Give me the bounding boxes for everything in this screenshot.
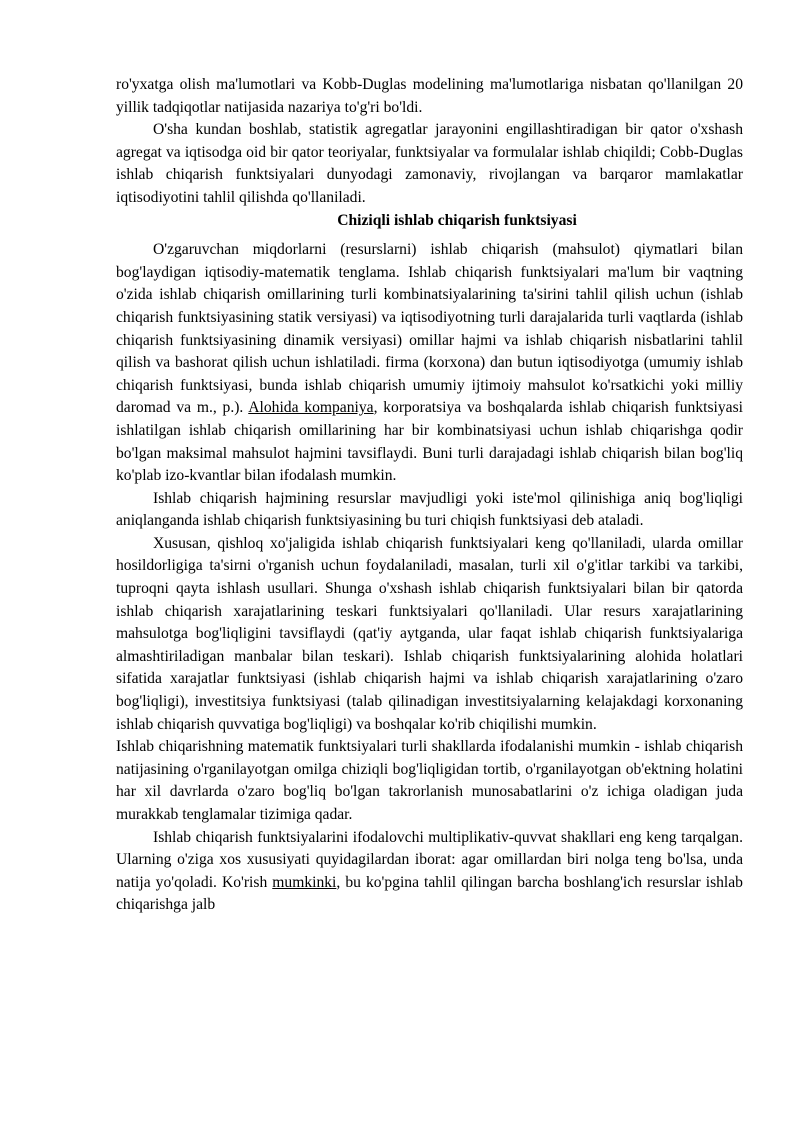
paragraph-3-text-end: , korporatsiya va boshqalarda ishlab chiqarish funktsiyasi ishlatilgan ishlab chiqarish omillarining har bir kombinatsiyasi uchun ishlab chiqarishga qodir bo'lgan maksimal mahsulot hajmini tavsiflaydi. Buni turli darajadagi ishlab chiqarish bilan bog'liq ko'plab izo-kvantlar bilan ifodalash mumkin. <box>116 399 743 485</box>
link-alohida-kompaniya[interactable]: Alohida kompaniya <box>248 399 374 417</box>
section-heading: Chiziqli ishlab chiqarish funktsiyasi <box>337 211 577 229</box>
paragraph-7-text-end: , bu ko'pgina tahlil qilingan barcha boshlang'ich resurslar ishlab chiqarishga jalb <box>116 873 743 914</box>
link-mumkinki[interactable]: mumkinki <box>272 873 337 891</box>
paragraph-7-text-start: Ishlab chiqarish funktsiyalarini ifodalovchi multiplikativ-quvvat shakllari eng keng tarqalgan. Ularning o'ziga xos xususiyati quyidagilardan iborat: agar omillardan biri nolga teng bo'lsa, unda natija yo'qoladi. Ko'rish <box>116 828 743 891</box>
paragraph-3-text-start: O'zgaruvchan miqdorlarni (resurslarni) ishlab chiqarish (mahsulot) qiymatlari bilan bog'laydigan iqtisodiy-matematik tenglama. Ishlab chiqarish funktsiyalari ma'lum bir vaqtning o'zida ishlab chiqarish omillarining turli kombinatsiyalarining ta'sirini tahlil qilish uchun (ishlab chiqarish funktsiyasining statik versiyasi) va iqtisodiyotning turli darajalarida turli vaqtlarda (ishlab chiqarish funktsiyasining dinamik versiyasi) omillar hajmi va ishlab chiqarish nisbatlarini tahlil qilish va bashorat qilish uchun ishlatiladi. firma (korxona) dan butun iqtisodiyotga (umumiy ishlab chiqarish funktsiyasi, bunda ishlab chiqarish umumiy ijtimoiy mahsulot ko'rsatkichi yoki milliy daromad va m., p.). <box>116 241 743 417</box>
paragraph-5: Xususan, qishloq xo'jaligida ishlab chiqarish funktsiyalari keng qo'llaniladi, ularda omillar hosildorligiga ta'sirni o'rganish uchun foydalaniladi, masalan, turli xil o'g'itlar tarkibi va tarkibi, tuproqni qayta ishlash usullari. Shunga o'xshash ishlab chiqarish funktsiyalari bilan bir qatorda ishlab chiqarish xarajatlarining teskari funktsiyalari qo'llaniladi. Ular resurs xarajatlarining mahsulotga bog'liqligini tavsiflaydi (qat'iy aytganda, ular faqat ishlab chiqarish funktsiyalariga almashtiriladigan manbalar bilan teskari). Ishlab chiqarish funktsiyalarining alohida holatlari sifatida xarajatlar funktsiyasi (ishlab chiqarish hajmi va ishlab chiqarish xarajatlarining o'zaro bog'liqligi), investitsiya funktsiyasi (talab qilinadigan investitsiyalarning kelajakdagi korxonaning ishlab chiqarish quvvatiga bog'liqligi) va boshqalar ko'rib chiqilishi mumkin. <box>116 534 743 733</box>
document-page <box>116 74 743 917</box>
paragraph-3 <box>116 239 743 488</box>
paragraph-2: O'sha kundan boshlab, statistik agregatlar jarayonini engillashtiradigan bir qator o'xshash agregat va iqtisodga oid bir qator teoriyalar, funktsiyalar va formulalar ishlab chiqildi; Cobb-Duglas ishlab chiqarish funktsiyalari dunyodagi zamonaviy, rivojlangan va barqaror mamlakatlar iqtisodiyotini tahlil qilishda qo'llaniladi. <box>116 121 743 206</box>
paragraph-7 <box>116 827 743 917</box>
paragraph-6: Ishlab chiqarishning matematik funktsiyalari turli shakllarda ifodalanishi mumkin - ishlab chiqarish natijasining o'rganilayotgan omilga chiziqli bog'liqligidan tortib, o'rganilayotgan ob'ektning holatini har xil davrlarda o'zaro bog'liq bo'lgan takrorlanish munosabatlarini o'z ichiga oladigan juda murakkab tenglamalar tizimiga qadar. <box>116 738 743 823</box>
paragraph-1: ro'yxatga olish ma'lumotlari va Kobb-Duglas modelining ma'lumotlariga nisbatan qo'llanilgan 20 yillik tadqiqotlar natijasida nazariya to'g'ri bo'ldi. <box>116 76 743 116</box>
paragraph-4: Ishlab chiqarish hajmining resurslar mavjudligi yoki iste'mol qilinishiga aniq bog'liqligi aniqlanganda ishlab chiqarish funktsiyasining bu turi chiqish funktsiyasi deb ataladi. <box>116 489 743 530</box>
